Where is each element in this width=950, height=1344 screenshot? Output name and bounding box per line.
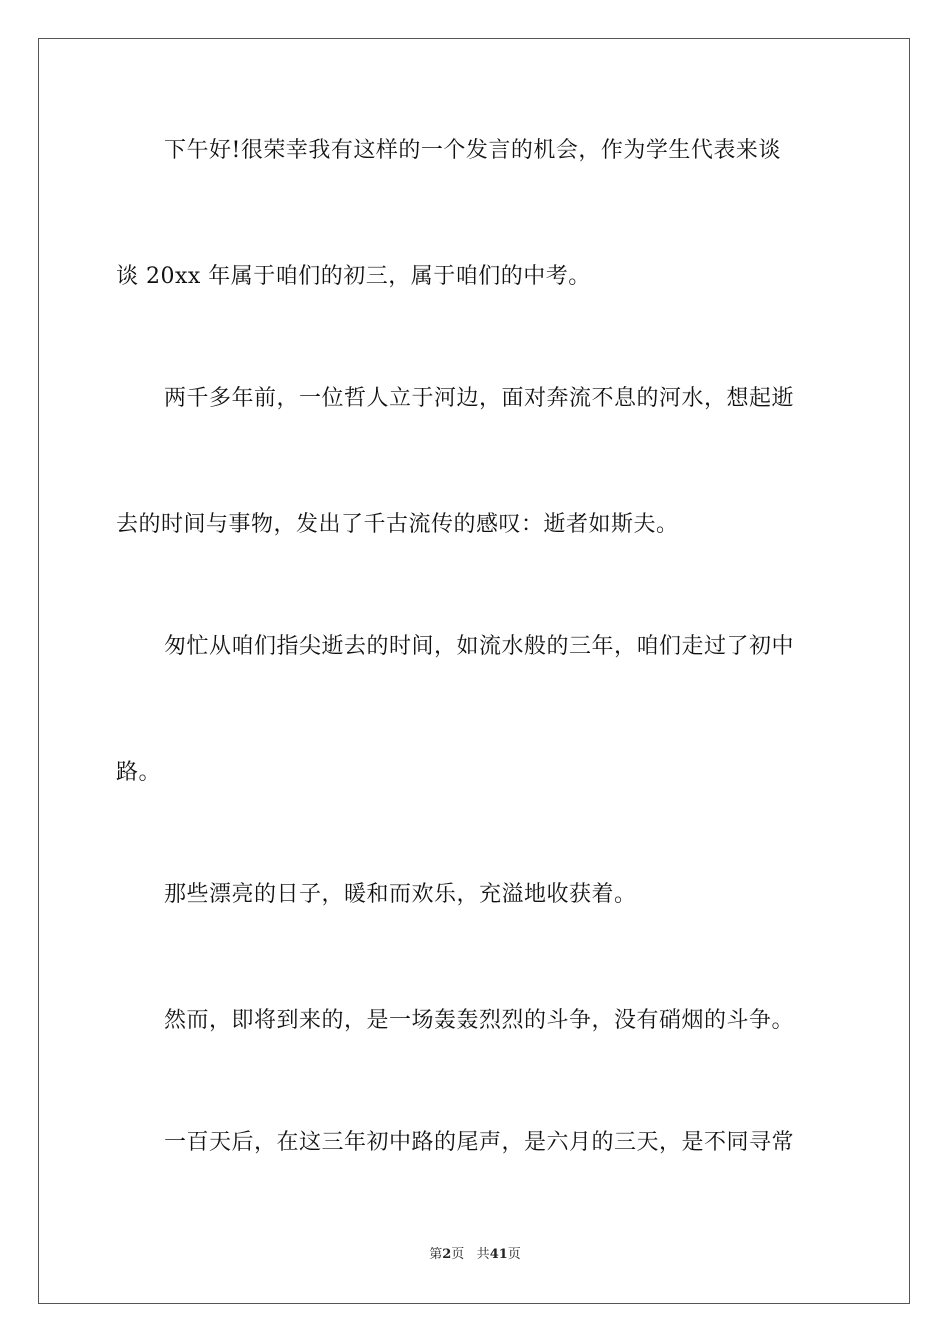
paragraph-line: 谈 20xx 年属于咱们的初三，属于咱们的中考。	[116, 264, 591, 289]
page-footer	[0, 1246, 950, 1264]
paragraph-line: 下午好!很荣幸我有这样的一个发言的机会，作为学生代表来谈	[164, 138, 781, 163]
footer-total-prefix: 共	[476, 1247, 490, 1262]
paragraph-line: 匆忙从咱们指尖逝去的时间，如流水般的三年，咱们走过了初中	[164, 634, 795, 659]
footer-total-suffix: 页	[507, 1247, 521, 1262]
paragraph-line: 一百天后，在这三年初中路的尾声，是六月的三天，是不同寻常	[164, 1130, 795, 1155]
paragraph-line: 然而，即将到来的，是一场轰轰烈烈的斗争，没有硝烟的斗争。	[164, 1008, 795, 1033]
current-page-number: 2	[442, 1247, 452, 1262]
total-page-count: 41	[489, 1247, 508, 1262]
footer-page-suffix: 页	[451, 1247, 465, 1262]
paragraph-line: 那些漂亮的日子，暖和而欢乐，充溢地收获着。	[164, 882, 637, 907]
paragraph-line: 两千多年前，一位哲人立于河边，面对奔流不息的河水，想起逝	[164, 386, 795, 411]
page-frame	[38, 38, 910, 1304]
paragraph-line: 路。	[116, 760, 162, 785]
paragraph-line: 去的时间与事物，发出了千古流传的感叹：逝者如斯夫。	[116, 512, 679, 537]
footer-prefix: 第	[429, 1247, 443, 1262]
